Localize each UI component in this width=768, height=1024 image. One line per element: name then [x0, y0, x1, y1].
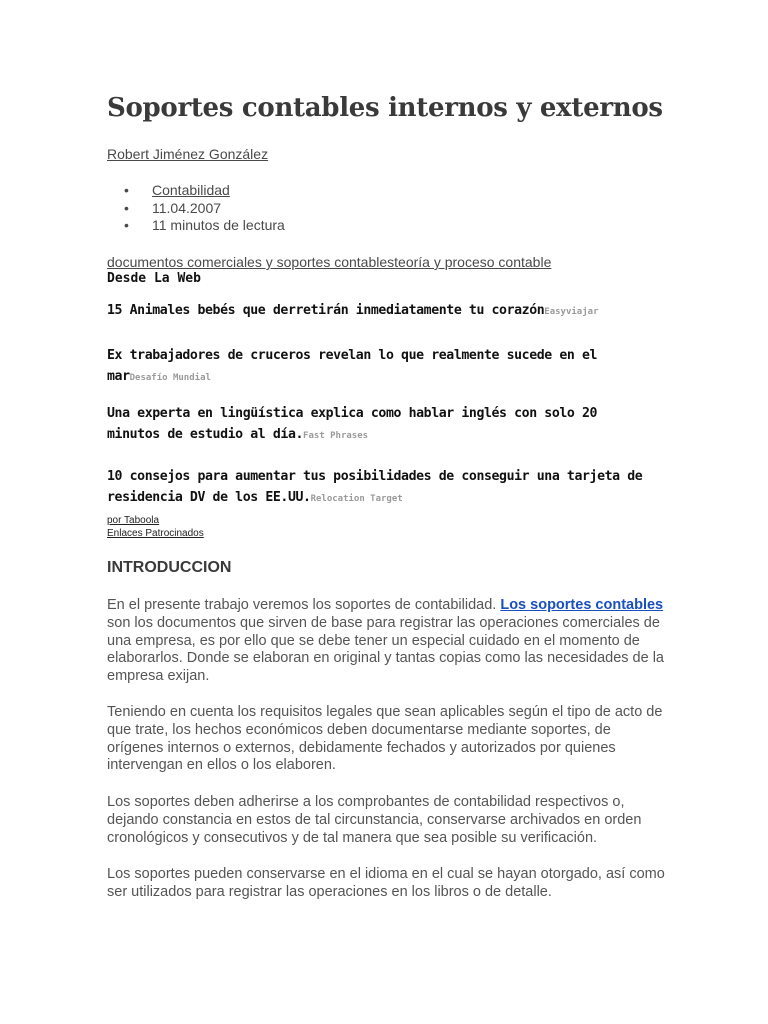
publish-date: 11.04.2007: [152, 199, 222, 216]
sponsored-source: Relocation Target: [310, 494, 403, 504]
taboola-attribution: [107, 514, 204, 540]
sponsored-heading: Desde La Web: [107, 271, 201, 286]
article-title: Soportes contables internos y externos: [107, 93, 663, 123]
sponsored-item[interactable]: [107, 345, 655, 389]
sponsored-source: Easyviajar: [544, 307, 599, 317]
reading-time: 11 minutos de lectura: [152, 217, 285, 233]
sponsored-headline[interactable]: 15 Animales bebés que derretirán inmediatamente tu corazón: [107, 303, 545, 318]
paragraph: Teniendo en cuenta los requisitos legales que sean aplicables según el tipo de acto de que trate, los hechos económicos deben documentarse mediante soportes, de orígenes internos o externos, debidamente fechados y autorizados por quienes intervengan en ellos o los elaboren.: [107, 704, 663, 774]
paragraph-text: son los documentos que sirven de base para registrar las operaciones comerciales de una empresa, es por ello que se debe tener un especial cuidado en el momento de elaborarlos. Donde se elaboran en original y tantas copias como las necesidades de la empresa exijan.: [107, 614, 664, 685]
paragraph: Los soportes deben adherirse a los comprobantes de contabilidad respectivos o, dejando constancia en estos de tal circunstancia, conservarse archivados en orden cronológicos y consecutivos y de tal manera que sea posible su verificación.: [107, 794, 642, 846]
by-taboola-link[interactable]: por Taboola: [107, 515, 160, 526]
meta-date-item: [107, 200, 285, 218]
meta-reading-time-item: [107, 217, 285, 235]
sponsored-source: Fast Phrases: [303, 431, 369, 441]
section-heading: INTRODUCCION: [107, 559, 232, 576]
sponsored-item[interactable]: [107, 300, 655, 323]
sponsored-links-link[interactable]: Enlaces Patrocinados: [107, 528, 204, 539]
soportes-contables-link[interactable]: Los soportes contables: [500, 597, 664, 613]
sponsored-headline[interactable]: Ex trabajadores de cruceros revelan lo que realmente sucede en el mar: [107, 348, 598, 384]
meta-category-item: [107, 182, 285, 200]
article-meta-list: [107, 182, 285, 235]
sponsored-source: Desafío Mundial: [129, 373, 211, 383]
paragraph: Los soportes pueden conservarse en el idioma en el cual se hayan otorgado, así como ser utilizados para registrar las operaciones en los libros o de detalle.: [107, 866, 665, 900]
author-link[interactable]: Robert Jiménez González: [107, 146, 269, 162]
sponsored-headline[interactable]: Una experta en lingüística explica como hablar inglés con solo 20 minutos de estudio al día.: [107, 406, 598, 442]
tags-link[interactable]: documentos comerciales y soportes contablesteoría y proceso contable: [107, 254, 552, 270]
sponsored-item[interactable]: [107, 466, 655, 510]
sponsored-item[interactable]: [107, 403, 655, 447]
paragraph-text: En el presente trabajo veremos los soportes de contabilidad.: [107, 597, 501, 613]
sponsored-headline[interactable]: 10 consejos para aumentar tus posibilidades de conseguir una tarjeta de residencia DV de los EE.UU.: [107, 469, 643, 505]
paragraph: [107, 597, 667, 686]
category-link[interactable]: Contabilidad: [152, 182, 230, 198]
